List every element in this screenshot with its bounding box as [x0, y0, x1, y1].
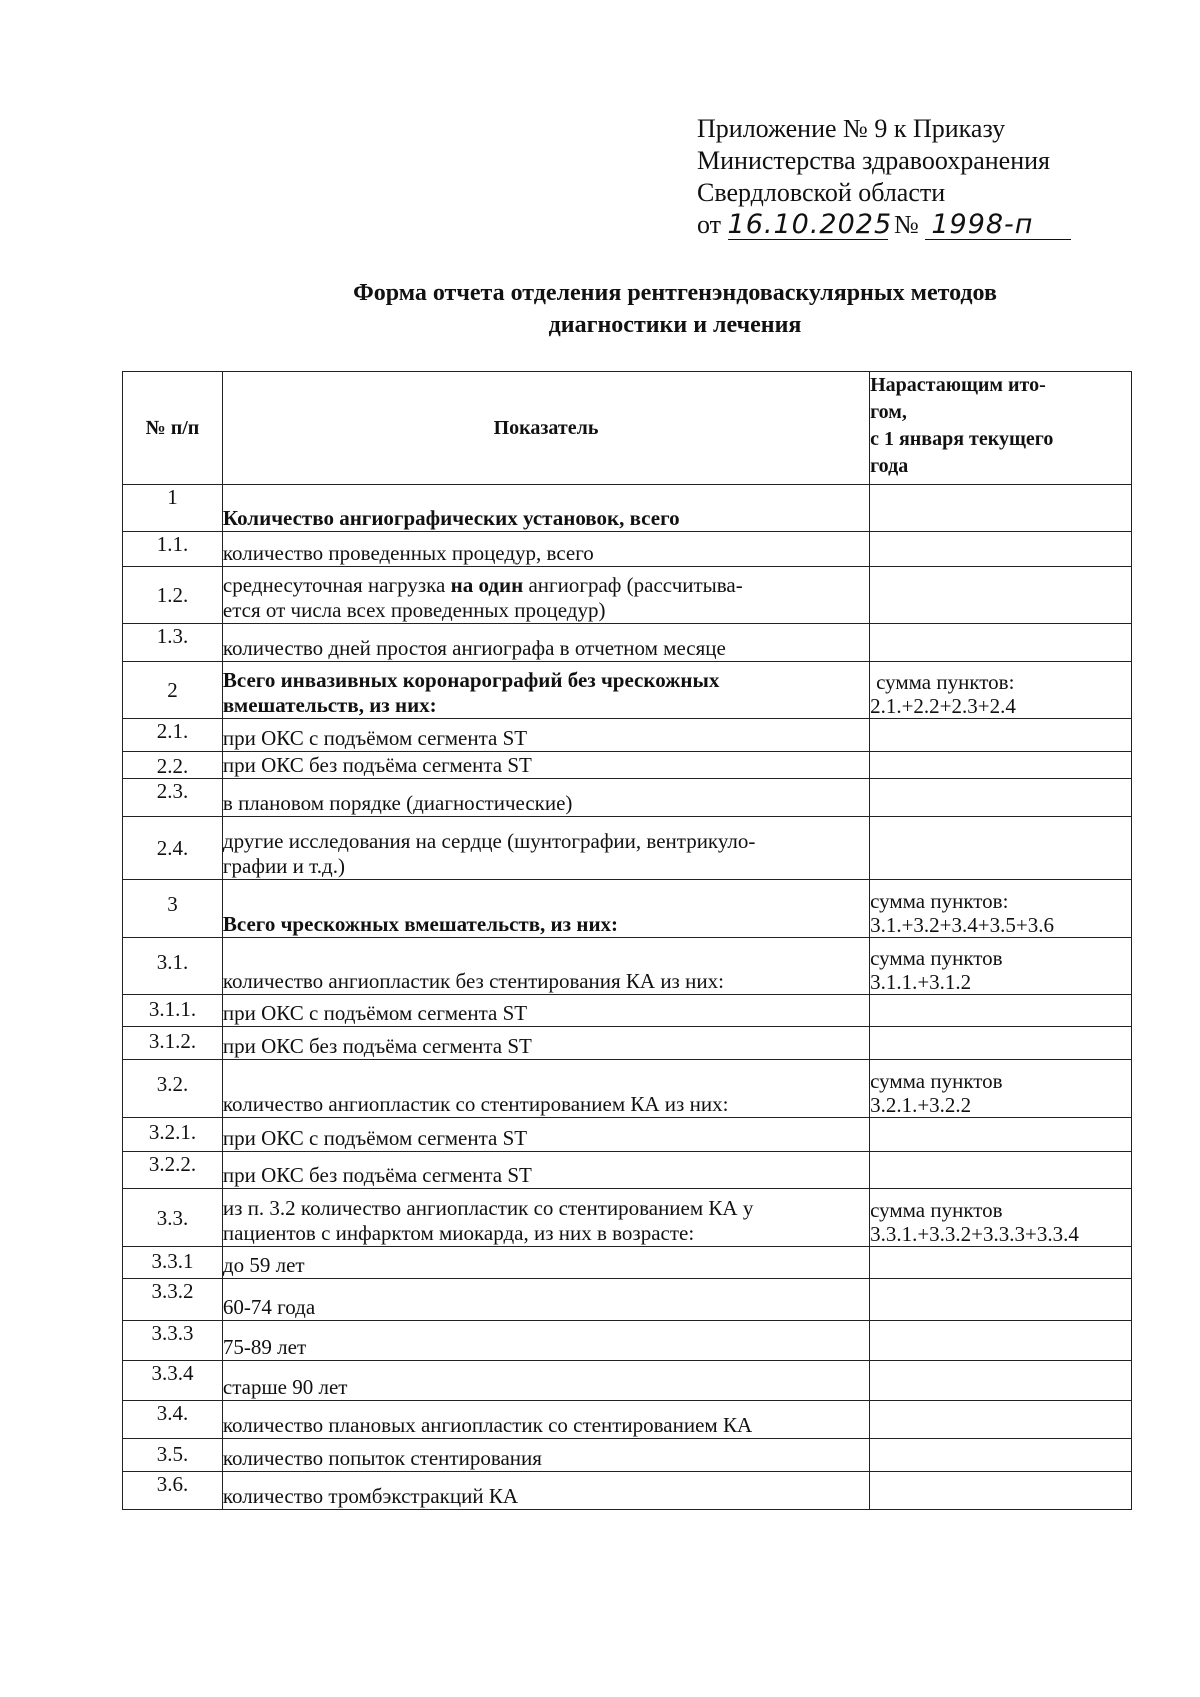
row-indicator: при ОКС без подъёма сегмента ST: [222, 752, 869, 779]
row-indicator-line-2: пациентов с инфарктом миокарда, из них в возрасте:: [222, 1221, 695, 1245]
table-row: [123, 532, 1132, 567]
header-num: № п/п: [123, 372, 223, 485]
row-value-line-1: сумма пунктов:: [876, 670, 1015, 694]
row-num: 3.2.1.: [123, 1118, 223, 1152]
row-value-line-2: 3.2.1.+3.2.2: [870, 1093, 972, 1117]
table-row: [123, 1152, 1132, 1189]
table-row: [123, 880, 1132, 938]
row-num: 3.1.1.: [123, 995, 223, 1027]
row-value-line-2: 3.3.1.+3.3.2+3.3.3+3.3.4: [870, 1222, 1079, 1246]
row-num: 3.2.2.: [123, 1152, 223, 1189]
header-cumulative-line-3: с 1 января текущего: [870, 428, 1054, 450]
row-indicator: [222, 817, 869, 880]
row-indicator: количество ангиопластик без стентирования КА из них:: [222, 938, 869, 995]
row-value-line-2: 3.1.1.+3.1.2: [870, 970, 972, 994]
row-indicator-part-2: ангиограф (рассчитыва-: [523, 573, 743, 597]
row-value: [870, 1152, 1132, 1189]
row-value: [870, 624, 1132, 662]
row-value: [870, 880, 1132, 938]
row-indicator: [222, 1189, 869, 1247]
row-indicator: до 59 лет: [222, 1247, 869, 1279]
row-indicator: при ОКС с подъёмом сегмента ST: [222, 995, 869, 1027]
row-indicator: 60-74 года: [222, 1279, 869, 1321]
document-title: [130, 277, 1200, 341]
row-num: 3.6.: [123, 1472, 223, 1510]
row-num: 1: [123, 485, 223, 532]
row-num: 3.3.2: [123, 1279, 223, 1321]
table-row: [123, 662, 1132, 719]
row-value: [870, 485, 1132, 532]
row-num: 3.1.: [123, 938, 223, 995]
row-indicator-line-1: из п. 3.2 количество ангиопластик со стентированием КА у: [222, 1196, 754, 1220]
annex-line-3: Свердловской области: [697, 178, 946, 207]
row-num: 3.5.: [123, 1439, 223, 1472]
row-value: [870, 1118, 1132, 1152]
row-indicator-line-2: графии и т.д.): [222, 854, 345, 878]
row-value-line-1: сумма пунктов:: [870, 889, 1009, 913]
row-indicator: [222, 662, 869, 719]
title-line-2: диагностики и лечения: [548, 312, 802, 338]
row-num: 3.1.2.: [123, 1027, 223, 1060]
row-indicator: при ОКС без подъёма сегмента ST: [222, 1027, 869, 1060]
table-row: [123, 719, 1132, 752]
row-indicator-bold: на один: [450, 573, 524, 597]
table-row: [123, 1439, 1132, 1472]
table-row: [123, 995, 1132, 1027]
row-value: [870, 995, 1132, 1027]
row-indicator: при ОКС с подъёмом сегмента ST: [222, 719, 869, 752]
row-value: [870, 1472, 1132, 1510]
table-row: [123, 1472, 1132, 1510]
table-row: [123, 1279, 1132, 1321]
row-num: 2.2.: [123, 752, 223, 779]
row-value: [870, 817, 1132, 880]
table-row: [123, 779, 1132, 817]
table-row: [123, 1027, 1132, 1060]
row-indicator: Количество ангиографических установок, всего: [222, 485, 869, 532]
table-row: [123, 752, 1132, 779]
row-num: 2: [123, 662, 223, 719]
row-indicator: в плановом порядке (диагностические): [222, 779, 869, 817]
row-num: 1.1.: [123, 532, 223, 567]
table-row: [123, 1321, 1132, 1361]
table-row: [123, 1361, 1132, 1401]
table-row: [123, 1401, 1132, 1439]
row-value: [870, 1247, 1132, 1279]
table-row: [123, 1247, 1132, 1279]
table-header-row: [123, 372, 1132, 485]
row-num: 3.3.3: [123, 1321, 223, 1361]
row-num: 3.3.: [123, 1189, 223, 1247]
row-indicator-part-1: среднесуточная нагрузка: [222, 573, 451, 597]
row-indicator: количество тромбэкстракций КА: [222, 1472, 869, 1510]
row-value: [870, 1060, 1132, 1118]
row-indicator: количество ангиопластик со стентированием КА из них:: [222, 1060, 869, 1118]
row-value: [870, 1279, 1132, 1321]
row-indicator-line-2: вмешательств, из них:: [222, 693, 437, 717]
row-value: [870, 567, 1132, 624]
row-indicator: [222, 567, 869, 624]
row-indicator-line-1: Всего инвазивных коронарографий без чрескожных: [222, 668, 720, 692]
header-indicator: Показатель: [222, 372, 869, 485]
row-value: [870, 1439, 1132, 1472]
row-num: 2.3.: [123, 779, 223, 817]
row-num: 3.4.: [123, 1401, 223, 1439]
row-num: 3.3.1: [123, 1247, 223, 1279]
row-num: 2.1.: [123, 719, 223, 752]
table-row: [123, 817, 1132, 880]
table-row: [123, 1060, 1132, 1118]
row-indicator: количество плановых ангиопластик со стентированием КА: [222, 1401, 869, 1439]
row-value: [870, 1027, 1132, 1060]
header-cumulative: [870, 372, 1132, 485]
row-indicator-line-2: ется от числа всех проведенных процедур): [222, 598, 606, 622]
row-value: [870, 1189, 1132, 1247]
row-value: [870, 1321, 1132, 1361]
row-value-line-1: сумма пунктов: [870, 1069, 1003, 1093]
row-indicator-line-1: другие исследования на сердце (шунтографии, вентрикуло-: [222, 829, 756, 853]
row-value: [870, 1361, 1132, 1401]
annex-date: 16.10.2025: [727, 209, 893, 240]
row-value: [870, 662, 1132, 719]
row-value: [870, 938, 1132, 995]
annex-number: 1998-п: [925, 211, 1071, 240]
row-value: [870, 752, 1132, 779]
row-value: [870, 779, 1132, 817]
row-num: 3.2.: [123, 1060, 223, 1118]
table-row: [123, 624, 1132, 662]
row-indicator: Всего чрескожных вмешательств, из них:: [222, 880, 869, 938]
row-indicator: при ОКС без подъёма сегмента ST: [222, 1152, 869, 1189]
annex-order-line: [697, 209, 1071, 241]
row-indicator: количество проведенных процедур, всего: [222, 532, 869, 567]
table-row: [123, 938, 1132, 995]
row-num: 1.3.: [123, 624, 223, 662]
annex-line-1: Приложение № 9 к Приказу: [697, 114, 1006, 143]
row-value-line-1: сумма пунктов: [870, 1198, 1003, 1222]
row-num: 3: [123, 880, 223, 938]
title-line-1: Форма отчета отделения рентгенэндоваскулярных методов: [353, 280, 997, 306]
row-indicator: при ОКС с подъёмом сегмента ST: [222, 1118, 869, 1152]
annex-header: [697, 113, 1071, 241]
header-cumulative-line-1: Нарастающим ито-: [870, 374, 1046, 396]
row-value: [870, 532, 1132, 567]
row-num: 3.3.4: [123, 1361, 223, 1401]
row-value-line-1: сумма пунктов: [870, 946, 1003, 970]
row-indicator: 75-89 лет: [222, 1321, 869, 1361]
table-row: [123, 1118, 1132, 1152]
row-value-line-2: 2.1.+2.2+2.3+2.4: [870, 694, 1016, 718]
annex-number-label: №: [894, 210, 919, 239]
row-value-line-2: 3.1.+3.2+3.4+3.5+3.6: [870, 913, 1054, 937]
table-row: [123, 1189, 1132, 1247]
header-cumulative-line-2: гом,: [870, 401, 907, 423]
row-num: 2.4.: [123, 817, 223, 880]
header-cumulative-line-4: года: [870, 455, 909, 477]
row-value: [870, 1401, 1132, 1439]
row-num: 1.2.: [123, 567, 223, 624]
report-table: [122, 371, 1132, 1510]
row-indicator: количество попыток стентирования: [222, 1439, 869, 1472]
row-indicator: количество дней простоя ангиографа в отчетном месяце: [222, 624, 869, 662]
annex-line-2: Министерства здравоохранения: [697, 146, 1050, 175]
table-row: [123, 485, 1132, 532]
table-row: [123, 567, 1132, 624]
row-indicator: старше 90 лет: [222, 1361, 869, 1401]
row-value: [870, 719, 1132, 752]
annex-from-label: от: [697, 210, 722, 239]
